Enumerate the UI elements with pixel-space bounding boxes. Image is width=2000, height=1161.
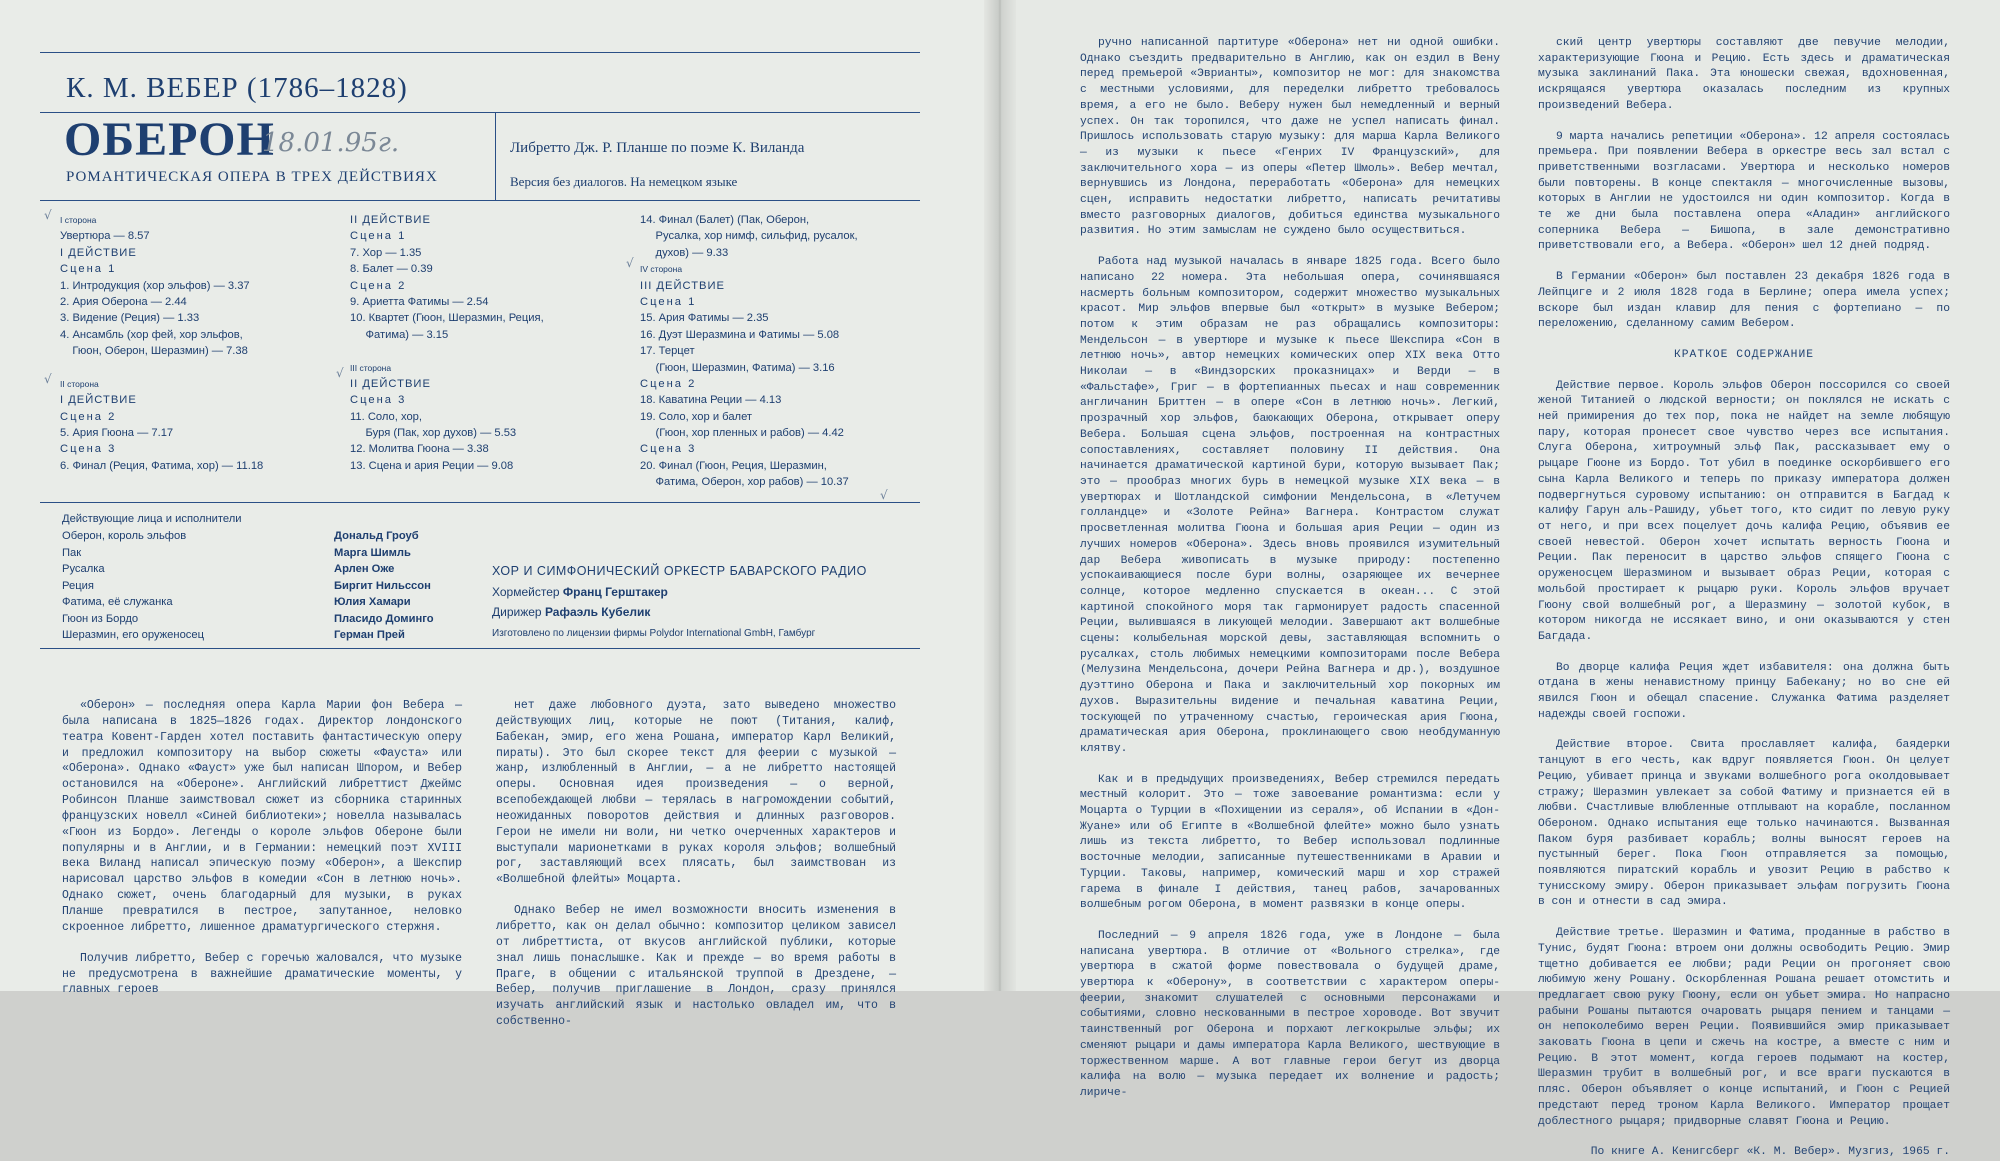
track-item: 11. Соло, хор,: [350, 410, 422, 423]
track-item: 20. Финал (Гюон, Реция, Шеразмин,: [640, 459, 827, 472]
synopsis-heading: КРАТКОЕ СОДЕРЖАНИЕ: [1673, 348, 1815, 361]
performer-name: Дональд Гроуб: [334, 530, 419, 542]
pencil-check-mark: √: [44, 372, 52, 386]
performer-name: Пласидо Доминго: [334, 612, 434, 625]
track-item: (Гюон, Шеразмин, Фатима) — 3.16: [640, 361, 835, 374]
role-name: Русалка: [62, 563, 105, 575]
pencil-check-mark: √: [880, 488, 888, 502]
essay-paragraph: ский центр увертюры составляют две певучие мелодии, характеризующие Гюона и Рецию. Есть здесь и драматическая музыка заклинаний Пака. Эта юношески свежая, вдохновенная, искрящаяся увертюра оказалась последним из крупных произведений Вебера.: [1538, 37, 1950, 112]
record-side-label: II сторона: [60, 378, 99, 389]
scene-heading: Сцена 3: [640, 443, 697, 456]
scene-heading: Сцена 3: [350, 394, 407, 407]
synopsis-paragraph: Действие первое. Король эльфов Оберон поссорился со своей женой Титанией о людской верности; он поклялся не искать с ней примирения до тех пор, пока не найдет на земле любящую пару, которая пронесет свое чувство через все испытания. Слуга Оберона, хитроумный эльф Пак, рассказывает ему о рыцаре Гюоне из Бордо. Тот убил в поединке оскорбившего его сына Карла Великого и теперь по приказу императора должен подвергнуться суровому испытанию: он отправится в Багдад к калифу Гарун аль-Рашиду, убьет того, кто сидит по левую руку от него, и при всех поцелует дочь калифа Рецию, объявив ее своей невестой. Оберон хочет испытать верность Гюона и Реции. Пак переносит в царство эльфов спящего Гюона с оруженосцем Шеразмином и вызывает образ Реции, которая с мольбой простирает к рыцарю руки. Король эльфов вручает Гюону свой волшебный рог, а Шеразмину — золотой кубок, в котором никогда не иссякает вино, и они оказываются у стен Багдада.: [1538, 379, 1950, 643]
track-item: 14. Финал (Балет) (Пак, Оберон,: [640, 214, 810, 226]
conductor-name: Рафаэль Кубелик: [544, 605, 651, 619]
track-item: Фатима) — 3.15: [350, 328, 449, 341]
performer-name: Юлия Хамари: [334, 596, 411, 608]
track-item: 5. Ария Гюона — 7.17: [60, 427, 174, 440]
cast-rule: [40, 648, 920, 649]
record-side-label: I сторона: [60, 215, 97, 225]
essay-right-column-2: [1538, 36, 1950, 1161]
track-item: 13. Сцена и ария Реции — 9.08: [350, 459, 514, 472]
license-note: Изготовлено по лицензии фирмы Polydor International GmbH, Гамбург: [492, 628, 816, 639]
track-item: 10. Квартет (Гюон, Шеразмин, Реция,: [350, 312, 544, 325]
cast-list: [62, 528, 462, 644]
track-item: Русалка, хор нимф, сильфид, русалок,: [640, 230, 858, 243]
track-item: (Гюон, хор пленных и рабов) — 4.42: [640, 427, 844, 440]
tracklist-column-2: [350, 212, 620, 474]
opera-title: ОБЕРОН: [64, 113, 275, 166]
composer-name: К. М. ВЕБЕР (1786–1828): [66, 72, 408, 104]
synopsis-paragraph: Действие третье. Шеразмин и Фатима, проданные в рабство в Тунис, будят Гюона: втроем они должны освободить Рецию. Эмир тщетно добивается ее любви; ради Реции он прогоняет свою любимую жену Рошану. Оскорбленная Рошана решает отомстить и предлагает свою руку Гюону, если он убьет эмира. Но напрасно рабыни Рошаны пытаются очаровать рыцаря пением и танцами — он непоколебимо верен Реции. Появившийся эмир приказывает заковать Гюона в цепи и сжечь на костре, а вместе с ним и Рецию. В этот момент, когда героев подымают на костер, Шеразмин трубит в волшебный рог, и все враги пускаются в пляс. Оберон объявляет о конце испытаний, и Гюон с Рецией предстают перед троном Карла Великого. Император прощает доблестного рыцаря; придворные славят Гюона и Рецию.: [1538, 927, 1950, 1128]
act-heading: III ДЕЙСТВИЕ: [640, 279, 726, 292]
essay-paragraph: «Оберон» — последняя опера Карла Марии фон Вебера — была написана в 1825—1826 годах. Директор лондонского театра Ковент-Гарден хотел поставить фантастическую оперу и предложил композитору на выбор сюжеты «Фауста» или «Оберона». Однако «Фауст» уже был написан Шпором, и Вебер остановился на «Обероне». Английский либреттист Джеймс Робинсон Планше заимствовал сюжет из сборника старинных французских новелл «Синей библиотеки»; новелла называлась «Гюон из Бордо». Легенды о короле эльфов Обероне были популярны и в Англии, и в Германии: немецкий поэт XVIII века Виланд написал эпическую поэму «Оберон», а Шекспир нарисовал царство эльфов в комедии «Сон в летнюю ночь». Однако сюжет, очень благодарный для музыки, в руках Планше превратился в пестрое, запутанное, неловко скроенное либретто, лишенное драматургического стержня.: [62, 699, 462, 934]
essay-paragraph: Как и в предыдущих произведениях, Вебер стремился передать местный колорит. Это — тоже завоевание романтизма: если у Моцарта о Турции в «Похищении из сераля», об Испании в «Дон-Жуане» или об Египте в «Волшебной флейте» можно было узнать лишь из текста либретто, то Вебер использовал подлинные восточные мелодии, записанные путешественниками в Аравии и Турции. Таковы, например, комический марш и хор стражей гарема в финале I действия, танец рабов, зачарованных волшебным рогом Оберона, в момент развязки в конце оперы.: [1080, 773, 1500, 912]
role-name: Реция: [62, 579, 94, 592]
essay-paragraph: Последний — 9 апреля 1826 года, уже в Лондоне — была написана увертюра. В отличие от «Вольного стрелка», где увертюра в сжатой форме повествовала о будущей драме, увертюра к «Оберону», в соответствии с характером оперы-феерии, знакомит слушателей с основными персонажами и событиями, словно нескованными в пестрое хороводе. Вот звучит таинственный рог Оберона и порхают легкокрылые эльфы; их сменяют рыцари и дамы императора Карла Великого, шествующие в торжественном марше. А вот главные герои бегут из дворца калифа на волю — музыка передает их волнение и радость; лириче-: [1080, 929, 1500, 1099]
track-item: 15. Ария Фатимы — 2.35: [640, 312, 769, 325]
essay-paragraph: Работа над музыкой началась в январе 1825 года. Всего было написано 22 номера. Эта небольшая опера, сочинявшаяся насмерть больным композитором, содержит множество музыкальных красот. Мир эльфов впервые был «открыт» в музыке Вебером; потом к этим образам не раз обращались композиторы: Мендельсон — в увертюре и музыке к пьесе Шекспира «Сон в летнюю ночь», автор немецких комических опер XIX века Отто Николаи — в «Виндзорских проказницах» и Верди — в «Фальстафе», Григ — в фортепианных пьесах и наш современник англичанин Бриттен — в опере «Сон в летнюю ночь». Легкий, прозрачный хор эльфов, баюкающих Оберона, открывает оперу Вебера. Большая сцена эльфов, построенная на контрастных сопоставлениях, составляет половину II действия. Она начинается драматической картиной бури, которую вызывает Пак; это — прообраз многих бурь в немецкой музыке XIX века — в увертюрах и Шотландской симфонии Мендельсона, в «Летучем голландце» и «Золоте Рейна» Вагнера. Контрастом служат просветленная молитва Гюона и большая ария Реции — один из лучших номеров «Оберона». Здесь вновь проявился изумительный дар Вебера живописать в музыке природу: постепенно успокаивающиеся после бури волны, озаряющее их вечернее солнце, которое медленно спускается в океан... С этой картиной спокойного моря так гармонирует радость спасенной Реции, вылившаяся в ликующей мелодии. Завершают акт волшебные сцены: колыбельная морской девы, заставляющая вспомнить о русалках, столь любимых немецкими композиторами после Вебера (Мелузина Мендельсона, дочери Рейна Вагнера и др.), воздушное дуэттино Оберона и Пака и заключительный хор покорных им духов. Выразительны видение и печальная каватина Реции, тоскующей по утраченному счастью, героическая ария Гюона, драматическая ария Оберона, проклинающего свою необдуманную клятву.: [1080, 256, 1500, 755]
performer-name: Марга Шимль: [334, 546, 411, 559]
scene-heading: Сцена 1: [60, 263, 117, 276]
essay-right-column-1: [1080, 36, 1500, 1102]
cast-row: [62, 528, 462, 545]
opera-subtitle: РОМАНТИЧЕСКАЯ ОПЕРА В ТРЕХ ДЕЙСТВИЯХ: [66, 169, 438, 185]
conductor-label: Дирижер: [492, 605, 542, 619]
performer-name: Биргит Нильссон: [334, 579, 431, 592]
performer-name: Арлен Оже: [334, 563, 395, 575]
performer-name: Герман Прей: [334, 629, 405, 641]
track-item: Фатима, Оберон, хор рабов) — 10.37: [640, 476, 849, 489]
track-item: Гюон, Оберон, Шеразмин) — 7.38: [60, 345, 248, 358]
track-item: 9. Ариетта Фатимы — 2.54: [350, 295, 489, 308]
chorus-master-name: Франц Герштакер: [562, 585, 668, 599]
tracklist-column-1: [60, 212, 320, 474]
act-heading: I ДЕЙСТВИЕ: [60, 246, 137, 259]
pencil-check-mark: √: [44, 208, 52, 222]
track-item: 6. Финал (Реция, Фатима, хор) — 11.18: [60, 459, 264, 472]
essay-paragraph: В Германии «Оберон» был поставлен 23 декабря 1826 года в Лейпциге и 2 июля 1828 года в Берлине; опера имела успех; вскоре был издан клавир для пения с фортепиано — по переложению, сделанному самим Вебером.: [1538, 271, 1950, 331]
cast-row: [62, 561, 462, 578]
gatefold-spine: [984, 0, 1016, 991]
tracklist-column-3: [640, 212, 940, 491]
spacer: [60, 360, 320, 376]
header-rule-top: [40, 52, 920, 53]
track-item: 3. Видение (Реция) — 1.33: [60, 312, 200, 325]
role-name: Гюон из Бордо: [62, 612, 139, 625]
track-item: 19. Соло, хор и балет: [640, 410, 753, 423]
act-heading: I ДЕЙСТВИЕ: [60, 394, 137, 407]
handwritten-date: 18.01.95г.: [262, 128, 400, 158]
act-heading: II ДЕЙСТВИЕ: [350, 214, 431, 226]
cast-row: [62, 611, 462, 628]
synopsis-paragraph: Во дворце калифа Реция ждет избавителя: она должна быть отдана в жены ненавистному принцу Бабекану; но во сне ей явился Гюон и обещал спасение. Служанка Фатима разделяет надежды своей госпожи.: [1538, 661, 1950, 721]
cast-row: [62, 594, 462, 611]
scene-heading: Сцена 2: [60, 410, 117, 423]
scene-heading: Сцена 2: [350, 279, 407, 292]
spacer: [350, 343, 620, 359]
left-page: [0, 0, 1000, 1029]
libretto-credit: Либретто Дж. Р. Планше по поэме К. Виланда: [510, 140, 805, 156]
track-item: 17. Терцет: [640, 345, 695, 358]
role-name: Фатима, её служанка: [62, 596, 173, 608]
record-side-label: IV сторона: [640, 264, 683, 275]
right-page: [1000, 0, 2000, 1159]
track-item: 1. Интродукция (хор эльфов) — 3.37: [60, 279, 250, 292]
tracklist-rule: [40, 502, 920, 503]
cast-row: [62, 578, 462, 595]
track-item: 2. Ария Оберона — 2.44: [60, 295, 187, 308]
cast-heading: Действующие лица и исполнители: [62, 513, 242, 525]
header-rule-bottom: [40, 200, 920, 201]
essay-paragraph: нет даже любовного дуэта, зато выведено множество действующих лиц, которые не поют (Титания, калиф, Бабекан, эмир, его жена Рошана, император Карл Великий, пираты). Это был скорее текст для феерии с музыкой — жанр, излюбленный в Англии, — а не либретто настоящей оперы. Основная идея произведения — о верной, всепобеждающей любви — терялась в нагромождении событий, неожиданных поворотов действия и длинных разговоров. Герои не имели ни воли, ни четко очерченных характеров и выступали марионетками в руках короля эльфов; волшебный рог, заставляющий всех плясать, был заимствован из «Волшебной флейты» Моцарта.: [496, 699, 896, 887]
pencil-check-mark: √: [336, 366, 344, 380]
pencil-check-mark: √: [626, 256, 634, 270]
scene-heading: Сцена 3: [60, 443, 117, 456]
track-item: 8. Балет — 0.39: [350, 263, 433, 276]
synopsis-paragraph: Действие второе. Свита прославляет калифа, баядерки танцуют в его честь, как вдруг появляется Гюон. Он целует Рецию, убивает принца и звуками волшебного рога околдовывает стражу; Шеразмин увлекает за собой Фатиму и признается ей в любви. Счастливые влюбленные отплывают на корабле, посланном Обероном. Однако испытания еще только начинаются. Вызванная Паком буря разбивает корабль; волны выносят героев на пустынный берег. Пока Гюон отправляется за помощью, появляются пиратский корабль и увозит Рецию в рабство к тунисскому эмиру. Оберон приказывает эльфам погрузить Гюона в сон и отнести в сад эмира.: [1538, 739, 1950, 909]
record-side-label: III сторона: [350, 362, 392, 373]
track-item: 16. Дуэт Шеразмина и Фатимы — 5.08: [640, 328, 840, 341]
source-credit: По книге А. Кенигсберг «К. М. Вебер». Музгиз, 1965 г.: [1590, 1146, 1950, 1159]
essay-paragraph: 9 марта начались репетиции «Оберона». 12 апреля состоялась премьера. При появлении Вебера в оркестре весь зал встал с приветственными возгласами. Увертюра и несколько номеров были повторены. В конце спектакля — многочисленные вызовы, которых в Англии не удостоился ни один композитор. Когда в те же дни была поставлена опера «Аладин» английского соперника Вебера — Бишопа, в зале демонстративно приветствовали его, а Вебера. «Оберон» шел 12 дней подряд.: [1538, 130, 1950, 253]
track-item: 12. Молитва Гюона — 3.38: [350, 443, 489, 456]
act-heading: II ДЕЙСТВИЕ: [350, 377, 431, 390]
essay-paragraph: ручно написанной партитуре «Оберона» нет ни одной ошибки. Однако съездить предварительно в Англию, как он ездил в Вену перед премьерой «Эврианты», композитор не мог: для знакомства с местными условиями, для переделки либретто требовалось время, а его не было. Веберу нужен был немедленный и верный успех. Он так торопился, что даже не успел написать финал. Пришлось использовать старую музыку: для марша Карла Великого — из музыки к пьесе «Генрих IV Французский», для заключительного хора — из оперы «Петер Шмоль». Вебер мечтал, вернувшись из Лондона, переработать «Оберона» для немецких сцен, исправить недостатки либретто, написать речитативы вместо разговорных диалогов, добиться единства музыкального развития. Но этим замыслам не суждено было осуществиться.: [1080, 37, 1500, 238]
scene-heading: Сцена 1: [640, 295, 697, 308]
version-note: Версия без диалогов. На немецком языке: [510, 174, 738, 189]
track-item: духов) — 9.33: [640, 246, 729, 259]
role-name: Пак: [62, 546, 82, 559]
scene-heading: Сцена 2: [640, 377, 697, 390]
role-name: Шеразмин, его оруженосец: [62, 629, 205, 641]
cast-row: [62, 627, 462, 644]
track-item: 4. Ансамбль (хор фей, хор эльфов,: [60, 328, 243, 341]
essay-left-column-2: [496, 698, 896, 1030]
essay-paragraph: Однако Вебер не имел возможности вносить изменения в либретто, как он делал обычно: композитор целиком зависел от либреттиста, от вкусов английской публики, которые знал лишь понаслышке. Как и прежде — во время работы в Праге, в общении с итальянской труппой в Дрездене, — Вебер, получив приглашение в Лондон, сразу принялся изучать английский язык и настолько овладел им, что в собственно-: [496, 904, 896, 1029]
track-item: 7. Хор — 1.35: [350, 246, 422, 259]
essay-left-column-1: [62, 698, 462, 998]
essay-paragraph: Получив либретто, Вебер с горечью жаловался, что музыке не предусмотрена в важнейшие драматические моменты, у главных героев: [62, 951, 462, 997]
scene-heading: Сцена 1: [350, 230, 407, 243]
track-item: 18. Каватина Реции — 4.13: [640, 394, 782, 407]
orchestra-name: ХОР И СИМФОНИЧЕСКИЙ ОРКЕСТР БАВАРСКОГО РАДИО: [492, 564, 867, 578]
track-item: Буря (Пак, хор духов) — 5.53: [350, 427, 517, 440]
track-item: Увертюра — 8.57: [60, 230, 150, 243]
chorus-master-line: [492, 585, 668, 599]
cast-row: [62, 545, 462, 562]
header-divider: [495, 112, 496, 200]
conductor-line: [492, 605, 650, 619]
role-name: Оберон, король эльфов: [62, 530, 187, 542]
chorus-master-label: Хормейстер: [492, 585, 560, 599]
